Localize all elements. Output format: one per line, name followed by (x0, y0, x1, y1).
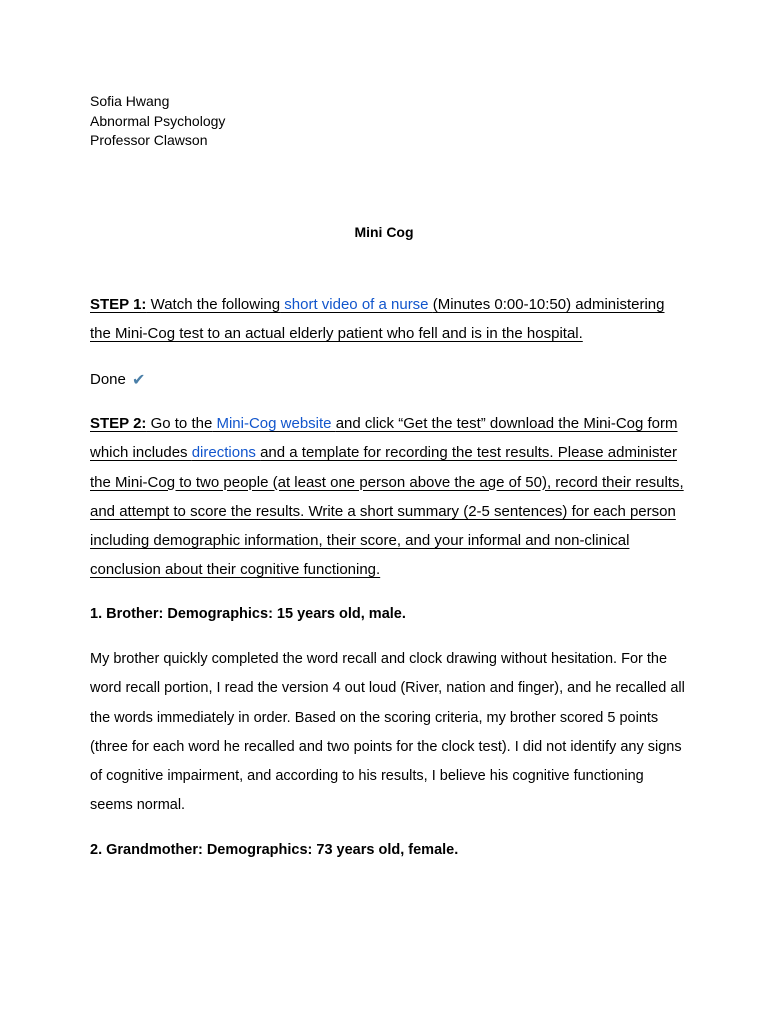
step2-text-c: and a template for recording the test results. Please administer the Mini-Cog to two people (at least one person above the age of 50), record their results, and attempt to score the results. Write a short summary (2-5 sentences) for each person including demographic information, their score, and your informal and non-clinical conclusion about their cognitive functioning. (90, 444, 684, 579)
student-name: Sofia Hwang (90, 93, 170, 109)
check-mark-icon: ✔ (132, 370, 146, 389)
step2-text (90, 415, 684, 578)
nurse-video-link[interactable]: short video of a nurse (280, 296, 433, 313)
course-name: Abnormal Psychology (90, 112, 226, 129)
document-title: Mini Cog (354, 224, 414, 240)
author-header (90, 92, 225, 151)
step2-label: STEP 2: (90, 415, 147, 432)
step1-label: STEP 1: (90, 296, 147, 313)
directions-link[interactable]: directions (191, 444, 261, 462)
step1-text (90, 296, 665, 342)
document-page (90, 0, 685, 1024)
done-line (90, 366, 686, 394)
step2-text-b: and click “Get the test” download the Mini-Cog form which includes (90, 415, 678, 462)
person2-heading: 2. Grandmother: Demographics: 73 years old, female. (90, 842, 459, 858)
step2-text-a: Go to the (146, 415, 213, 432)
step1-text-b: (Minutes 0:00-10:50) administering the Mini-Cog test to an actual elderly patient who fell and is in the hospital. (90, 296, 665, 343)
step1-paragraph (90, 290, 686, 349)
person1-heading: 1. Brother: Demographics: 15 years old, male. (90, 606, 406, 622)
professor-name: Professor Clawson (90, 132, 208, 148)
mini-cog-website-link[interactable]: Mini-Cog website (212, 415, 336, 432)
done-label: Done (90, 371, 131, 388)
step2-paragraph (90, 409, 686, 585)
person1-summary: My brother quickly completed the word recall and clock drawing without hesitation. For the word recall portion, I read the version 4 out loud (River, nation and finger), and he recalled all the words immediately in order. Based on the scoring criteria, my brother scored 5 points (three for each word he recalled and two points for the clock test). I did not identify any signs of cognitive impairment, and according to his results, I believe his cognitive functioning seems normal. (90, 651, 685, 814)
step1-text-a: Watch the following (146, 296, 281, 313)
